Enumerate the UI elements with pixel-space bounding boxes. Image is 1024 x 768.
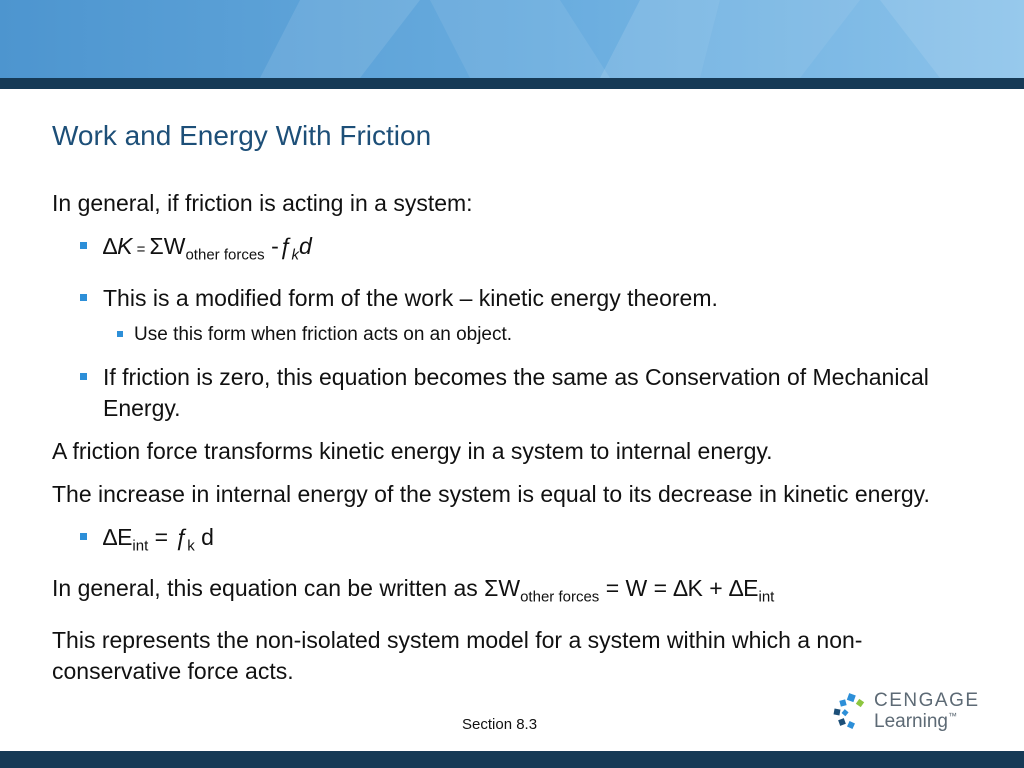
- intro-text: In general, if friction is acting in a system:: [52, 190, 473, 216]
- cengage-logo: [830, 688, 980, 738]
- internal-energy-text: The increase in internal energy of the system is equal to its decrease in kinetic energy.: [52, 480, 930, 507]
- equation-internal-energy: $\Delta E_{int}$ = $ƒ_k$ d: [52, 522, 952, 562]
- header-pattern: [0, 0, 1024, 78]
- equation-work-friction: $\Delta K = \Sigma W_{other forces}$ $-ƒ_kd$: [52, 231, 952, 271]
- header-rule: [0, 78, 1024, 89]
- slide-title: Work and Energy With Friction: [52, 120, 432, 151]
- bullet-modified-theorem: This is a modified form of the work – kinetic energy theorem.: [52, 283, 952, 314]
- section-number: Section 8.3: [462, 716, 538, 733]
- footer-rule: [0, 751, 1024, 768]
- header-band: [0, 0, 1024, 78]
- general-equation-text: In general, this equation can be written as $\Sigma W_{other forces} = W = \Delta K + \Delta E_{int}$: [52, 575, 775, 606]
- non-isolated-text: This represents the non-isolated system model for a system within which a non-conservative force acts.: [52, 626, 863, 684]
- cengage-logo-icon: [830, 692, 870, 732]
- friction-transform-text: A friction force transforms kinetic energy in a system to internal energy.: [52, 437, 773, 464]
- slide-body: [52, 188, 952, 699]
- bullet-friction-zero: If friction is zero, this equation becomes the same as Conservation of Mechanical Energy.: [52, 362, 952, 424]
- logo-text-learning: Learning™: [874, 711, 957, 732]
- logo-text-cengage: CENGAGE: [874, 690, 980, 711]
- sub-bullet-use-form: Use this form when friction acts on an object.: [52, 322, 952, 348]
